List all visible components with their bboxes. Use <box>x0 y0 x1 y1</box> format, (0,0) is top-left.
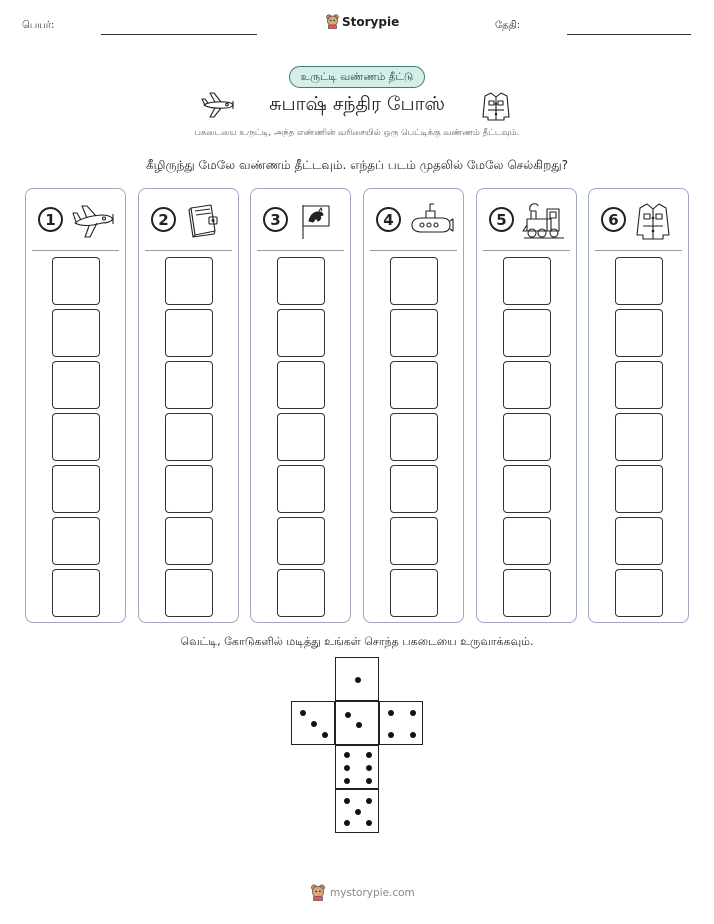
color-box[interactable] <box>52 361 100 409</box>
pip <box>388 732 394 738</box>
color-box[interactable] <box>52 569 100 617</box>
column-number: 4 <box>376 207 401 232</box>
page-footer <box>310 884 415 901</box>
name-line[interactable] <box>101 34 257 35</box>
column-3 <box>250 188 351 623</box>
color-box[interactable] <box>390 309 438 357</box>
pip <box>366 798 372 804</box>
page-title: சுபாஷ் சந்திர போஸ் <box>269 93 445 115</box>
military-jacket-icon <box>633 201 673 241</box>
column-divider <box>370 250 457 251</box>
color-box[interactable] <box>52 257 100 305</box>
pip <box>344 820 350 826</box>
column-2 <box>138 188 239 623</box>
pip <box>366 765 372 771</box>
pip <box>344 765 350 771</box>
color-box[interactable] <box>165 257 213 305</box>
column-divider <box>32 250 119 251</box>
brand-name: Storypie <box>342 14 400 29</box>
airplane-icon <box>200 90 236 120</box>
name-label: பெயர்: <box>22 20 55 31</box>
bear-mascot-icon <box>310 884 326 901</box>
pip <box>355 677 361 683</box>
color-box[interactable] <box>615 569 663 617</box>
color-box[interactable] <box>503 569 551 617</box>
color-box[interactable] <box>390 361 438 409</box>
pip <box>356 722 362 728</box>
die-face-6 <box>335 745 379 789</box>
color-box[interactable] <box>165 413 213 461</box>
column-header <box>259 201 344 241</box>
column-header <box>597 201 682 241</box>
column-divider <box>257 250 344 251</box>
column-divider <box>595 250 682 251</box>
column-header <box>372 201 457 241</box>
column-number: 5 <box>489 207 514 232</box>
color-box[interactable] <box>390 465 438 513</box>
color-box[interactable] <box>390 413 438 461</box>
column-divider <box>483 250 570 251</box>
flag-icon <box>295 201 335 241</box>
color-box[interactable] <box>277 413 325 461</box>
pip <box>410 732 416 738</box>
pip <box>345 712 351 718</box>
color-box[interactable] <box>503 517 551 565</box>
subtitle: பகடையை உருட்டி, அந்த எண்ணின் வரிசையில் ஒரு பெட்டிக்கு வண்ணம் தீட்டவும். <box>194 128 520 138</box>
pip <box>410 710 416 716</box>
die-face-5 <box>335 789 379 833</box>
color-box[interactable] <box>52 309 100 357</box>
die-face-3 <box>291 701 335 745</box>
brand-logo <box>326 14 399 29</box>
military-jacket-icon <box>480 90 512 122</box>
color-box[interactable] <box>503 361 551 409</box>
bear-mascot-icon <box>326 14 339 29</box>
color-box[interactable] <box>52 413 100 461</box>
footer-url[interactable]: mystorypie.com <box>330 886 415 899</box>
title-row <box>0 90 714 124</box>
color-box[interactable] <box>615 413 663 461</box>
column-header <box>34 201 119 241</box>
color-box[interactable] <box>503 413 551 461</box>
color-box[interactable] <box>615 257 663 305</box>
color-box[interactable] <box>277 517 325 565</box>
column-6 <box>588 188 689 623</box>
pip <box>366 820 372 826</box>
color-box[interactable] <box>277 257 325 305</box>
color-box[interactable] <box>165 465 213 513</box>
book-icon <box>183 201 223 239</box>
color-box[interactable] <box>503 257 551 305</box>
color-box[interactable] <box>390 569 438 617</box>
pip <box>344 778 350 784</box>
color-box[interactable] <box>165 517 213 565</box>
color-box[interactable] <box>615 361 663 409</box>
column-4 <box>363 188 464 623</box>
column-header <box>147 201 232 241</box>
column-header <box>485 201 570 241</box>
instruction-text: கீழிருந்து மேலே வண்ணம் தீட்டவும். எந்தப் படம் முதலில் மேலே செல்கிறது? <box>145 158 569 172</box>
color-box[interactable] <box>615 517 663 565</box>
pip <box>300 710 306 716</box>
date-label: தேதி: <box>495 20 521 31</box>
color-box[interactable] <box>277 361 325 409</box>
die-face-1 <box>335 657 379 701</box>
pip <box>355 809 361 815</box>
die-face-4 <box>379 701 423 745</box>
date-line[interactable] <box>567 34 691 35</box>
train-icon <box>521 201 567 241</box>
die-face-2 <box>335 701 379 745</box>
submarine-icon <box>408 201 454 239</box>
color-box[interactable] <box>165 309 213 357</box>
color-box[interactable] <box>390 257 438 305</box>
color-box[interactable] <box>52 465 100 513</box>
color-box[interactable] <box>615 309 663 357</box>
column-divider <box>145 250 232 251</box>
column-5 <box>476 188 577 623</box>
pip <box>344 798 350 804</box>
pip <box>388 710 394 716</box>
column-1 <box>25 188 126 623</box>
activity-badge: உருட்டி வண்ணம் தீட்டு <box>289 66 425 88</box>
pip <box>366 778 372 784</box>
pip <box>366 752 372 758</box>
color-box[interactable] <box>277 569 325 617</box>
color-box[interactable] <box>165 361 213 409</box>
pip <box>322 732 328 738</box>
color-box[interactable] <box>503 309 551 357</box>
color-box[interactable] <box>52 517 100 565</box>
column-number: 2 <box>151 207 176 232</box>
pip <box>311 721 317 727</box>
column-number: 6 <box>601 207 626 232</box>
color-box[interactable] <box>615 465 663 513</box>
column-number: 1 <box>38 207 63 232</box>
cut-instruction: வெட்டி, கோடுகளில் மடித்து உங்கள் சொந்த பகடையை உருவாக்கவும். <box>180 635 534 648</box>
pip <box>344 752 350 758</box>
color-box[interactable] <box>277 309 325 357</box>
column-number: 3 <box>263 207 288 232</box>
page-header <box>0 14 714 38</box>
airplane-icon <box>70 201 116 239</box>
color-box[interactable] <box>503 465 551 513</box>
color-box[interactable] <box>390 517 438 565</box>
color-box[interactable] <box>277 465 325 513</box>
color-box[interactable] <box>165 569 213 617</box>
